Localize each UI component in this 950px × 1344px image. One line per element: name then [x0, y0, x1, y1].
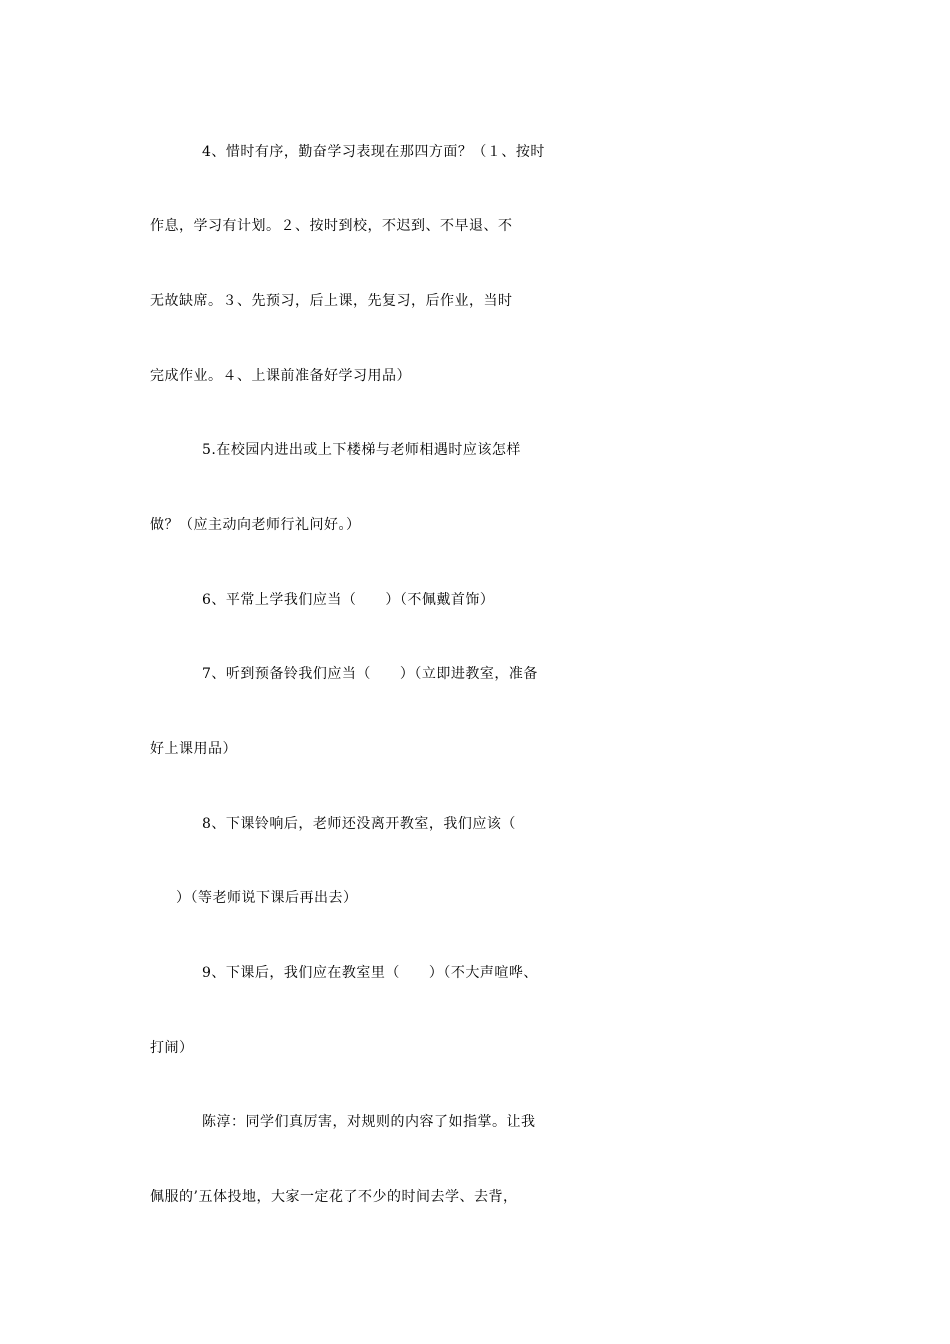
paragraph-line: 作息，学习有计划。２、按时到校，不迟到、不早退、不: [150, 218, 513, 234]
paragraph-line: 佩服的’五体投地，大家一定花了不少的时间去学、去背，: [150, 1189, 518, 1205]
paragraph-line: 6、平常上学我们应当（ ）（不佩戴首饰）: [202, 592, 495, 608]
paragraph-line: 打闹）: [150, 1040, 194, 1056]
paragraph-line: 7、听到预备铃我们应当（ ）（立即进教室，准备: [202, 666, 538, 682]
paragraph-line: 做？（应主动向老师行礼问好。）: [150, 517, 361, 533]
paragraph-line: 无故缺席。３、先预习，后上课，先复习，后作业，当时: [150, 293, 513, 309]
paragraph-line: 完成作业。４、上课前准备好学习用品）: [150, 368, 411, 384]
paragraph-line: ）（等老师说下课后再出去）: [176, 890, 358, 906]
paragraph-line: 9、下课后，我们应在教室里（ ）（不大声喧哗、: [202, 965, 538, 981]
paragraph-line: 8、下课铃响后，老师还没离开教室，我们应该（: [202, 816, 516, 832]
paragraph-line: 4、惜时有序，勤奋学习表现在那四方面？（１、按时: [202, 144, 545, 160]
paragraph-line: 好上课用品）: [150, 741, 237, 757]
paragraph-line: 陈淳：同学们真厉害，对规则的内容了如指掌。让我: [202, 1114, 536, 1130]
paragraph-line: 5.在校园内进出或上下楼梯与老师相遇时应该怎样: [202, 442, 521, 458]
